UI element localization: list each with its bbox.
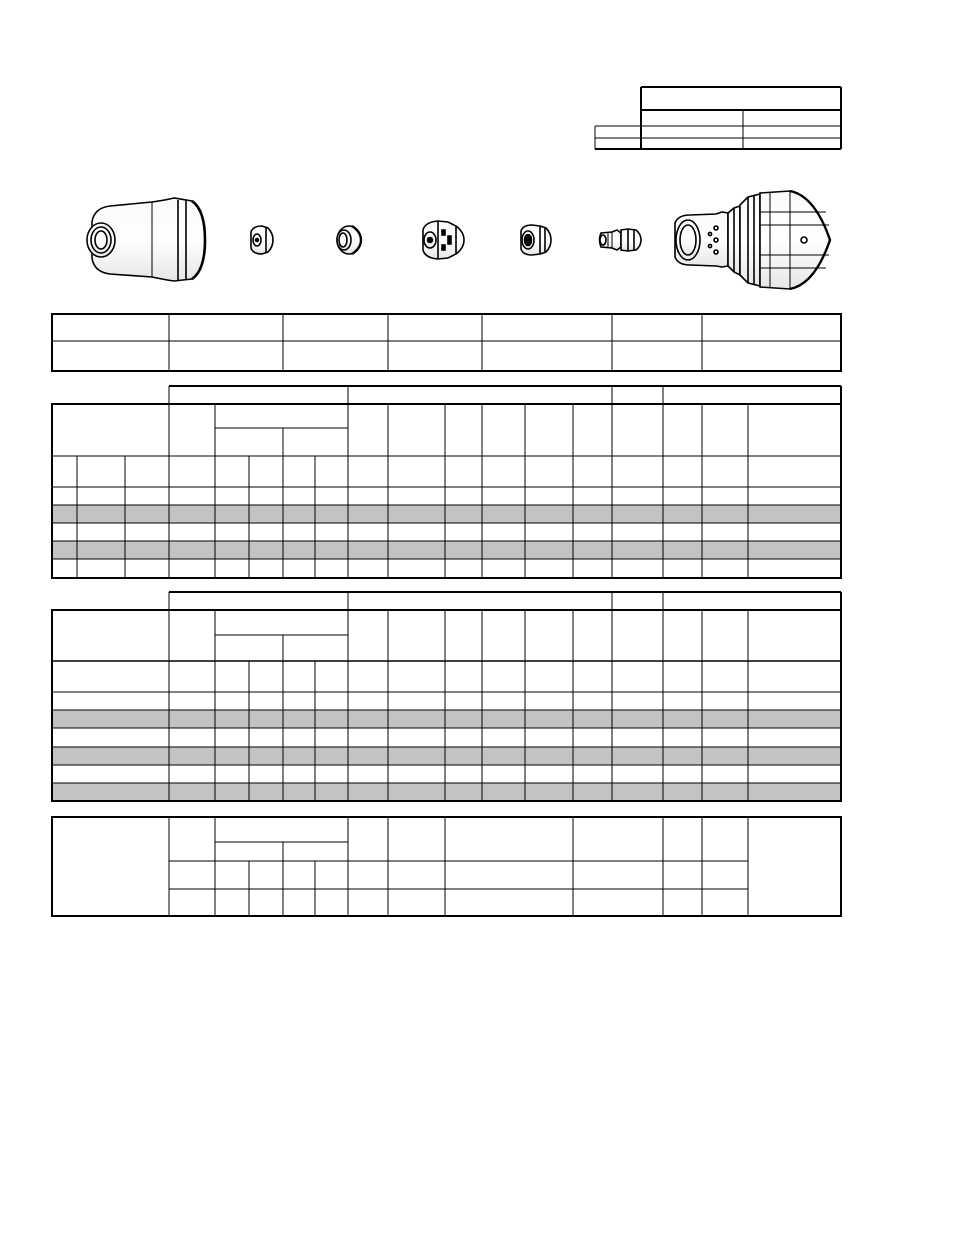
parts-row-table (52, 314, 841, 371)
header-table (595, 87, 841, 149)
shield-cap-icon (251, 226, 273, 254)
retaining-ring-icon (337, 226, 361, 254)
footer-table (52, 817, 841, 916)
table-row (52, 783, 841, 801)
table-row (52, 710, 841, 728)
nozzle-icon (521, 225, 551, 255)
torch-body-icon (675, 191, 830, 289)
cut-chart-a (52, 386, 841, 578)
electrode-icon (600, 229, 642, 251)
table-row (52, 747, 841, 765)
cut-chart-b (52, 592, 841, 801)
table-row (52, 505, 841, 523)
consumables-illustration (87, 191, 830, 289)
swirl-ring-icon (423, 221, 464, 259)
shield-icon (87, 198, 205, 281)
table-row (52, 541, 841, 559)
